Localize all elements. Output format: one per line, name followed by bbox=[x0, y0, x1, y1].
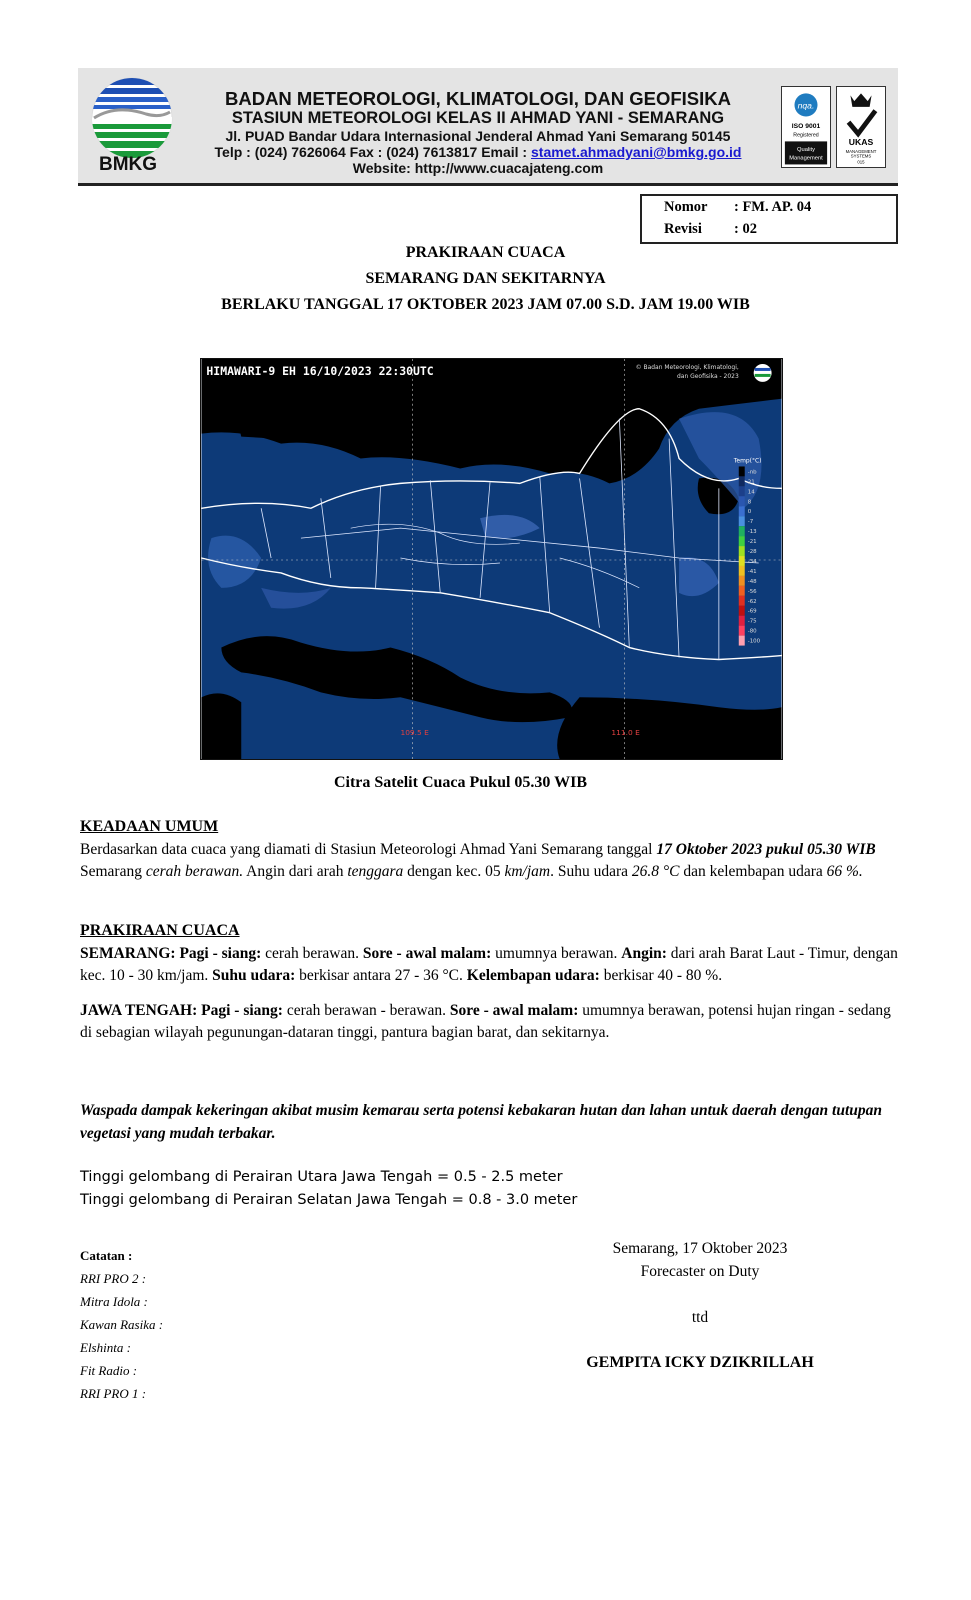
legend-value: -100 bbox=[747, 638, 761, 645]
contact-line bbox=[188, 144, 768, 160]
wind-unit: km/jam bbox=[504, 863, 551, 880]
forecast-section bbox=[80, 920, 900, 1045]
text-segment: . Suhu udara bbox=[550, 863, 632, 880]
text-segment: dan kelembapan udara bbox=[679, 863, 827, 880]
evening-forecast: umumnya berawan, potensi hujan ringan - sedang di sebagian wilayah pegunungan-dataran tinggi, pantura bagian barat, dan sekitarnya. bbox=[80, 1001, 891, 1041]
ukas-badge-text-4: 015 bbox=[857, 159, 865, 165]
longitude-label: 109.5 E bbox=[400, 728, 429, 738]
forecaster-name: GEMPITA ICKY DZIKRILLAH bbox=[586, 1354, 814, 1371]
legend-value: -48 bbox=[747, 578, 757, 585]
central-java-label: JAWA TENGAH: bbox=[80, 1001, 198, 1019]
bmkg-watermark-icon bbox=[754, 364, 772, 382]
current-conditions-text bbox=[80, 839, 900, 884]
revisi-value: : 02 bbox=[734, 221, 757, 237]
email-link[interactable]: stamet.ahmadyani@bmkg.go.id bbox=[531, 144, 742, 160]
phone-fax: Telp : (024) 7626064 Fax : (024) 7613817 Email : bbox=[214, 144, 531, 160]
south-wave-height: Tinggi gelombang di Perairan Selatan Jawa Tengah = 0.8 - 3.0 meter bbox=[80, 1192, 578, 1208]
iso-badge-text-2: ISO 9001 bbox=[791, 122, 821, 130]
legend-value: 14 bbox=[747, 489, 755, 496]
temperature-legend bbox=[739, 466, 745, 645]
legend-value: -80 bbox=[747, 628, 757, 635]
legend-value: -75 bbox=[747, 618, 757, 625]
morning-forecast: cerah berawan - berawan. bbox=[282, 1001, 450, 1019]
notes-item: RRI PRO 1 : bbox=[80, 1386, 147, 1401]
revisi-label: Revisi bbox=[664, 221, 702, 237]
legend-value: -nb bbox=[747, 469, 757, 476]
drought-warning: Waspada dampak kekeringan akibat musim kemarau serta potensi kebakaran hutan dan lahan untuk daerah dengan tutupan vegetasi yang mudah terbakar. bbox=[80, 1102, 883, 1142]
notes-list bbox=[80, 1244, 163, 1405]
satellite-timestamp: HIMAWARI-9 EH 16/10/2023 22:30UTC bbox=[206, 363, 434, 378]
nomor-label: Nomor bbox=[664, 199, 708, 215]
revisi-row bbox=[664, 221, 757, 238]
station-name: STASIUN METEOROLOGI KELAS II AHMAD YANI - SEMARANG bbox=[231, 109, 725, 127]
temperature-label: Suhu udara: bbox=[212, 967, 296, 984]
iso-badge-text-3: Registered bbox=[793, 132, 819, 139]
satellite-image bbox=[200, 358, 783, 760]
semarang-forecast bbox=[80, 943, 900, 988]
morning-label: Pagi - siang: bbox=[175, 944, 262, 962]
letterhead bbox=[78, 68, 898, 186]
notes-item: RRI PRO 2 : bbox=[80, 1271, 147, 1286]
evening-label: Sore - awal malam: bbox=[449, 1001, 579, 1019]
legend-title: Temp(°C) bbox=[733, 457, 762, 465]
semarang-label: SEMARANG: bbox=[80, 944, 176, 962]
legend-value: -69 bbox=[747, 608, 757, 615]
nomor-value: : FM. AP. 04 bbox=[734, 199, 812, 215]
legend-value: -28 bbox=[747, 549, 757, 556]
legend-value: -41 bbox=[747, 568, 757, 575]
legend-value: -13 bbox=[747, 529, 757, 536]
humidity-forecast: berkisar 40 - 80 %. bbox=[599, 967, 723, 984]
wind-label: Angin: bbox=[621, 944, 667, 962]
morning-forecast: cerah berawan. bbox=[261, 944, 363, 962]
forecast-heading: PRAKIRAAN CUACA bbox=[80, 922, 240, 939]
text-segment: dengan kec. 05 bbox=[403, 863, 505, 880]
document-number-box bbox=[640, 194, 898, 244]
station-address: Jl. PUAD Bandar Udara Internasional Jenderal Ahmad Yani Semarang 50145 bbox=[225, 128, 731, 144]
legend-value: -7 bbox=[747, 519, 754, 526]
iso-badge-text-1: nqa. bbox=[797, 100, 815, 111]
legend-value: -21 bbox=[747, 539, 757, 546]
current-conditions-heading: KEADAAN UMUM bbox=[80, 818, 219, 835]
evening-label: Sore - awal malam: bbox=[362, 944, 492, 962]
longitude-label: 111.0 E bbox=[611, 728, 640, 738]
wave-height-section bbox=[80, 1166, 900, 1212]
satellite-credit-2: dan Geofisika - 2023 bbox=[676, 372, 739, 380]
current-weather: cerah berawan. bbox=[145, 863, 244, 880]
satellite-credit-1: © Badan Meteorologi, Klimatologi, bbox=[635, 363, 739, 371]
legend-value: 21 bbox=[747, 479, 755, 486]
temperature-forecast: berkisar antara 27 - 36 °C. bbox=[295, 967, 467, 984]
notes-item: Mitra Idola : bbox=[80, 1294, 148, 1309]
forecast-region: SEMARANG DAN SEKITARNYA bbox=[365, 270, 606, 287]
north-wave-height: Tinggi gelombang di Perairan Utara Jawa Tengah = 0.5 - 2.5 meter bbox=[80, 1169, 563, 1185]
notes-heading: Catatan : bbox=[80, 1248, 133, 1263]
morning-label: Pagi - siang: bbox=[197, 1001, 283, 1019]
notes-item: Elshinta : bbox=[80, 1340, 131, 1355]
wind-direction: tenggara bbox=[347, 863, 404, 880]
iso-9001-certification-icon bbox=[781, 86, 831, 168]
observation-time: 17 Oktober 2023 pukul 05.30 WIB bbox=[656, 840, 876, 858]
current-conditions-section bbox=[80, 816, 900, 884]
legend-value: 0 bbox=[747, 509, 752, 516]
signature-ttd: ttd bbox=[691, 1309, 709, 1326]
bmkg-logo-text: BMKG bbox=[98, 154, 158, 175]
legend-value: -62 bbox=[747, 598, 757, 605]
website-line[interactable]: Website: http://www.cuacajateng.com bbox=[352, 160, 604, 176]
air-temperature: 26.8 °C bbox=[631, 863, 680, 880]
notes-item: Fit Radio : bbox=[80, 1363, 138, 1378]
iso-badge-text-5: Management bbox=[789, 155, 823, 162]
wind-forecast: dari arah Barat Laut - Timur, dengan kec. 10 - 30 km/jam. bbox=[80, 944, 898, 984]
legend-value: -34 bbox=[747, 558, 757, 565]
forecast-title: PRAKIRAAN CUACA bbox=[405, 244, 566, 261]
humidity: 66 %. bbox=[826, 863, 863, 880]
legend-value: 8 bbox=[747, 499, 752, 506]
text-segment: Semarang bbox=[80, 863, 146, 880]
central-java-forecast bbox=[80, 1000, 900, 1045]
iso-badge-text-4: Quality bbox=[797, 147, 815, 153]
ukas-badge-text-1: UKAS bbox=[848, 137, 874, 148]
text-segment: Angin dari arah bbox=[243, 863, 348, 880]
notes-item: Kawan Rasika : bbox=[80, 1317, 164, 1332]
signature-place-date: Semarang, 17 Oktober 2023 bbox=[612, 1240, 788, 1257]
agency-name: BADAN METEOROLOGI, KLIMATOLOGI, DAN GEOFISIKA bbox=[224, 88, 731, 109]
nomor-row bbox=[664, 199, 811, 216]
text-segment: Berdasarkan data cuaca yang diamati di Stasiun Meteorologi Ahmad Yani Semarang tanggal bbox=[80, 840, 657, 858]
ukas-badge-text-3: SYSTEMS bbox=[850, 153, 872, 159]
evening-forecast: umumnya berawan. bbox=[491, 944, 622, 962]
ukas-badge-text-2: MANAGEMENT bbox=[845, 148, 877, 154]
legend-value: -56 bbox=[747, 588, 757, 595]
ukas-certification-icon bbox=[836, 86, 886, 168]
humidity-label: Kelembapan udara: bbox=[466, 967, 600, 984]
forecast-validity: BERLAKU TANGGAL 17 OKTOBER 2023 JAM 07.00 S.D. JAM 19.00 WIB bbox=[221, 296, 750, 313]
signature-role: Forecaster on Duty bbox=[640, 1263, 760, 1280]
institution-block bbox=[188, 88, 768, 176]
satellite-caption: Citra Satelit Cuaca Pukul 05.30 WIB bbox=[333, 774, 588, 791]
